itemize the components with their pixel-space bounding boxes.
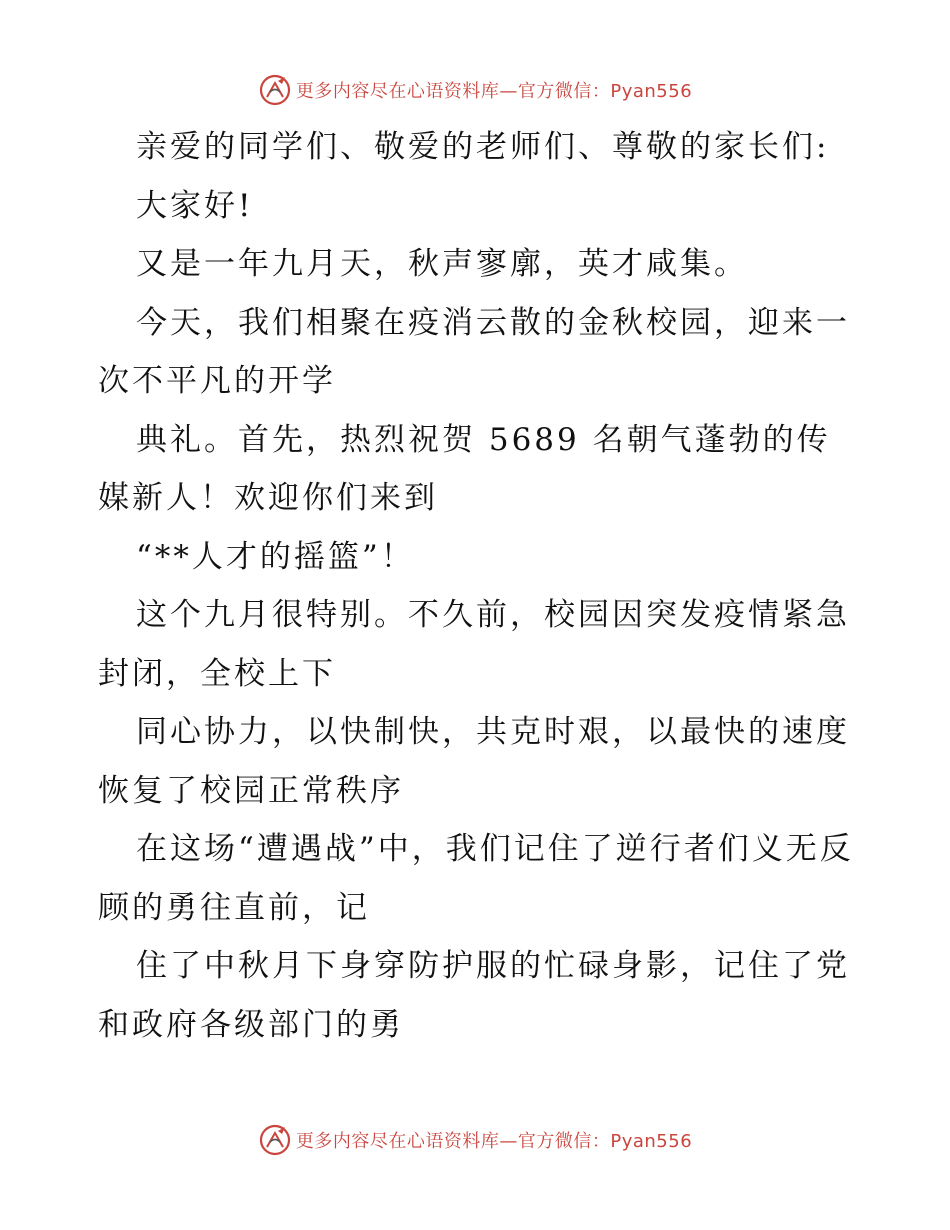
paragraph-line: “**人才的摇篮”！ (136, 538, 415, 575)
brand-logo-icon (258, 73, 292, 107)
greeting-line: 大家好! (136, 187, 254, 224)
document-body (98, 118, 858, 1054)
paragraph-line: 又是一年九月天，秋声寥廓，英才咸集。 (136, 246, 748, 282)
paragraph-line: 住了中秋月下身穿防护服的忙碌身影，记住了党和政府各级部门的勇 (98, 948, 850, 1043)
paragraph-line: 这个九月很特别。不久前，校园因突发疫情紧急封闭，全校上下 (98, 597, 850, 692)
footer-banner-text: 更多内容尽在心语资料库—官方微信：Pyan556 (295, 1131, 693, 1152)
salutation-line: 亲爱的同学们、敬爱的老师们、尊敬的家长们: (136, 129, 830, 165)
footer-banner (0, 1120, 950, 1160)
paragraph-line: 今天，我们相聚在疫消云散的金秋校园，迎来一次不平凡的开学 (98, 304, 850, 399)
paragraph-line: 典礼。首先，热烈祝贺 5689 名朝气蓬勃的传媒新人！欢迎你们来到 (98, 421, 831, 516)
brand-logo-icon (258, 1123, 292, 1157)
paragraph-line: 在这场“遭遇战”中，我们记住了逆行者们义无反顾的勇往直前，记 (98, 831, 854, 926)
header-banner (0, 70, 950, 110)
paragraph-line: 同心协力，以快制快，共克时艰，以最快的速度恢复了校园正常秩序 (98, 714, 850, 809)
header-banner-text: 更多内容尽在心语资料库—官方微信：Pyan556 (295, 81, 693, 102)
